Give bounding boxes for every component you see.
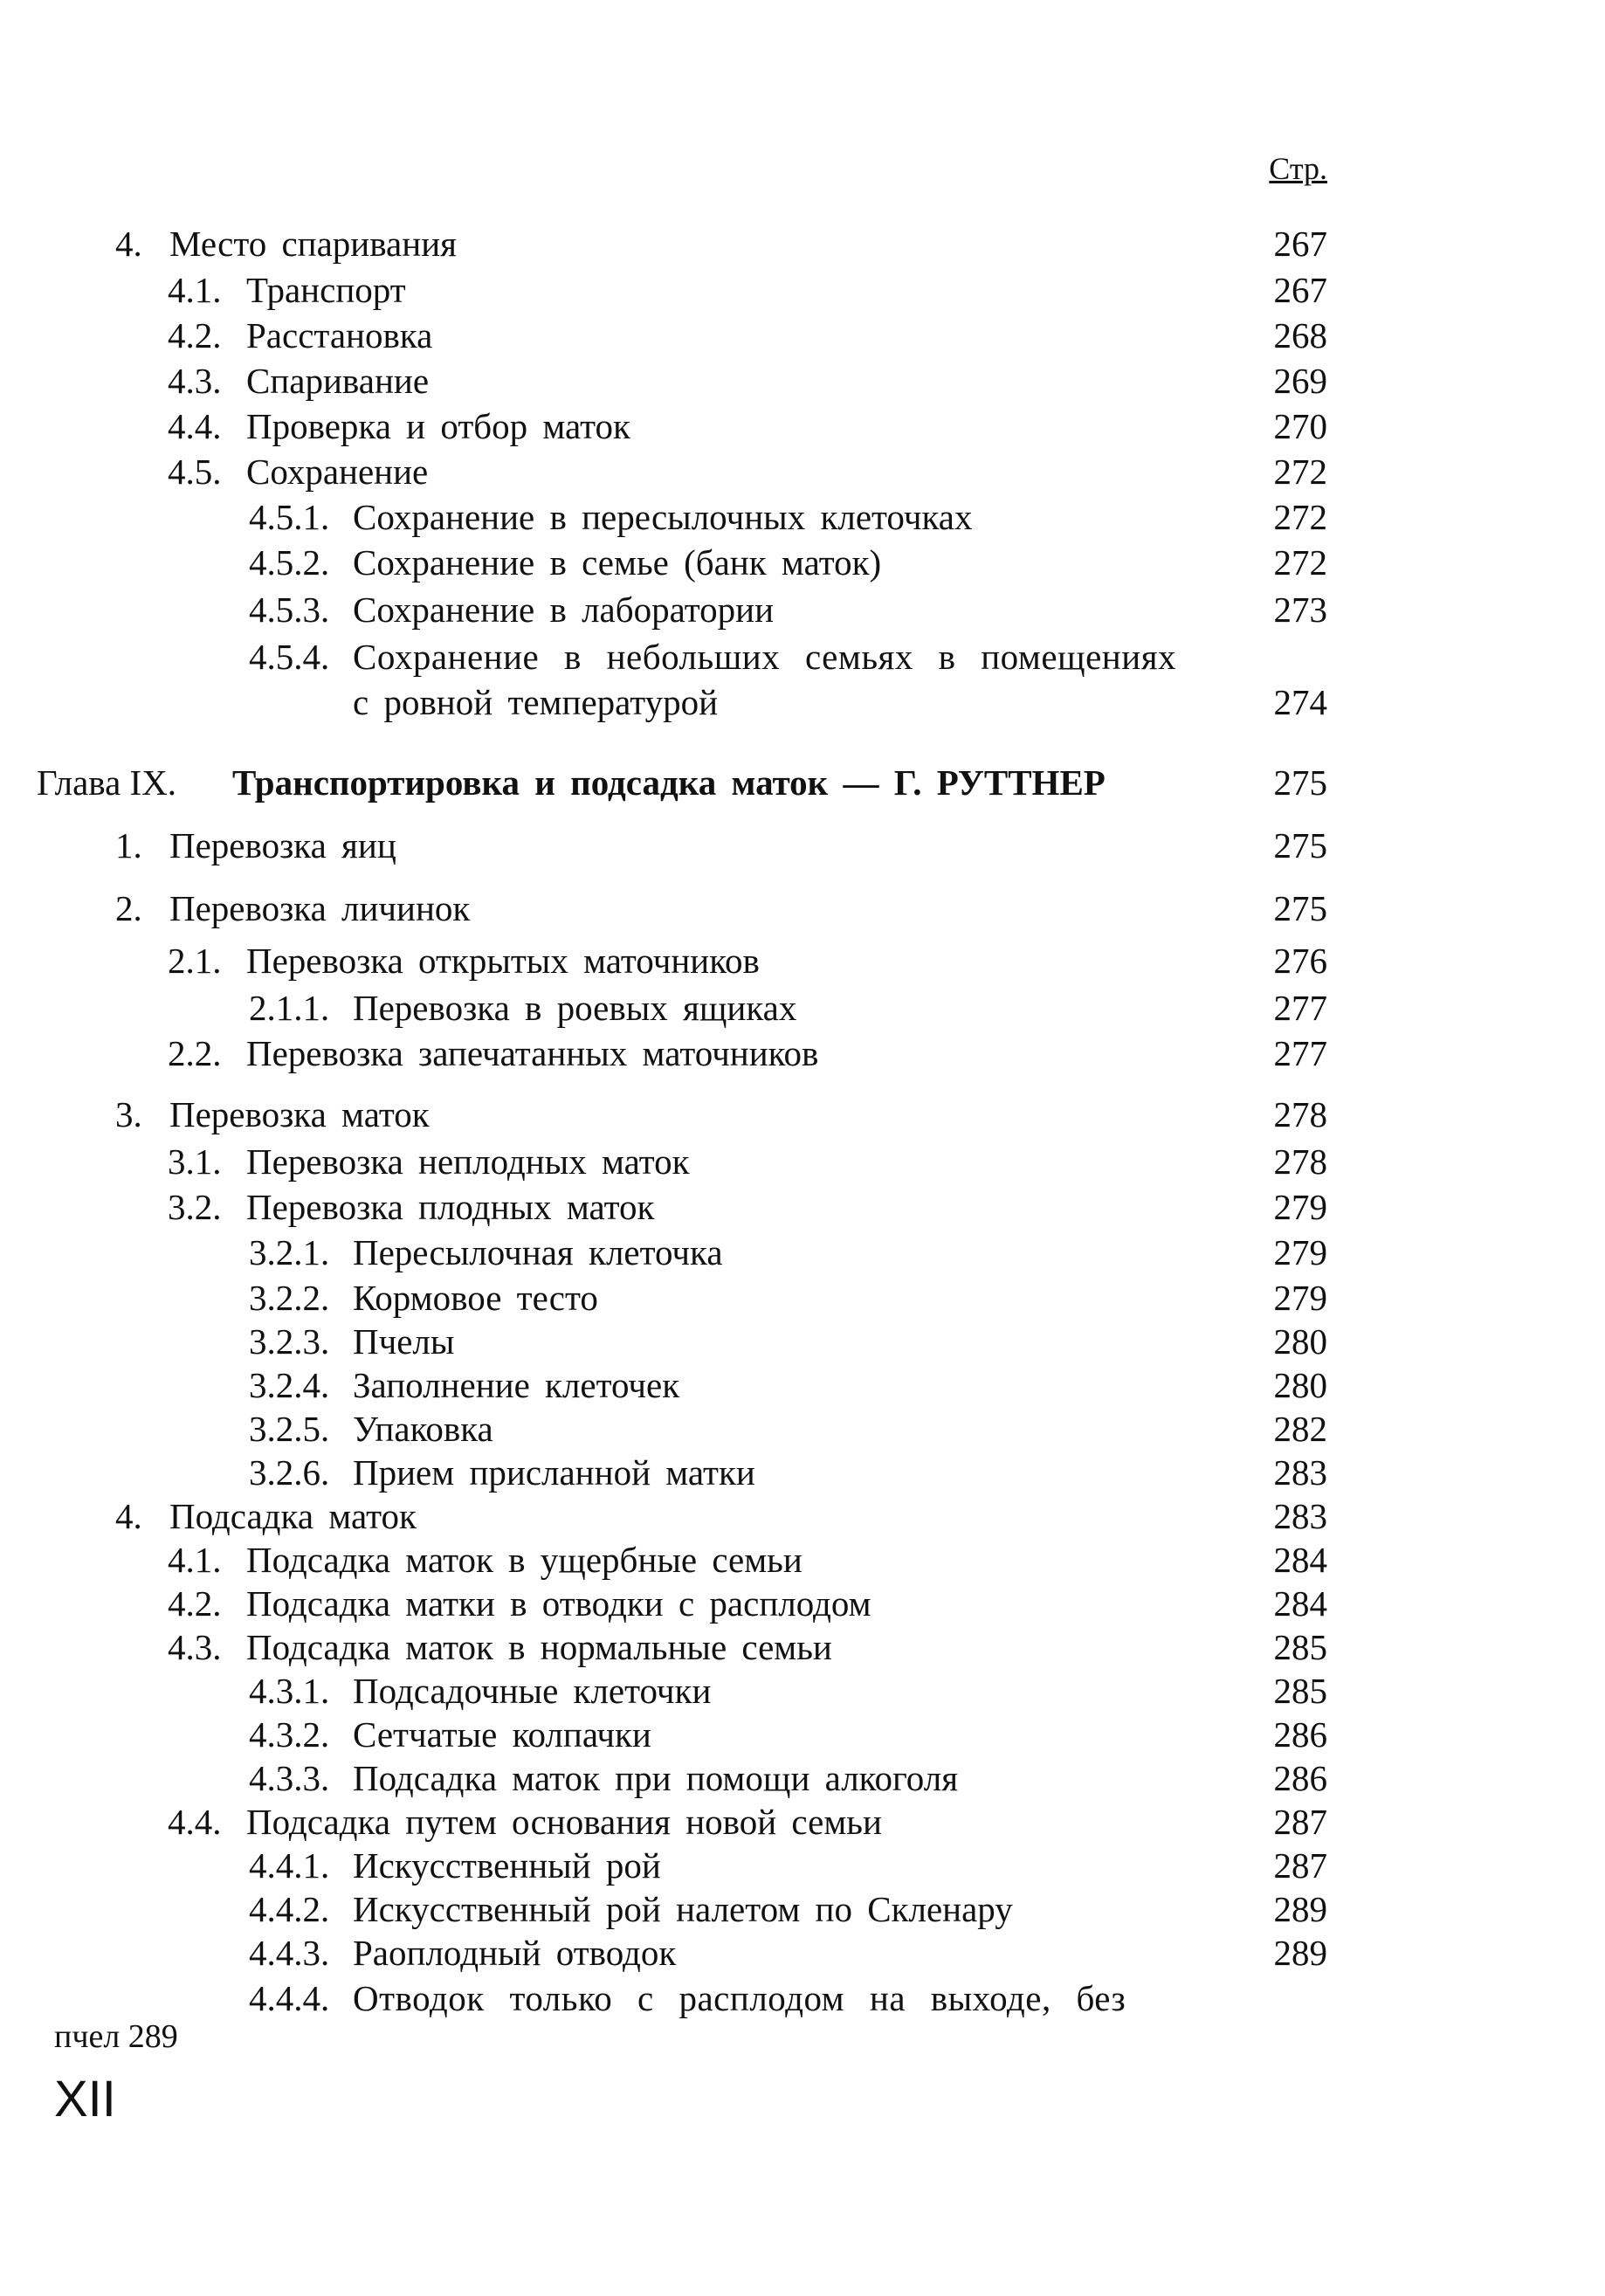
toc-entry bbox=[0, 1450, 1605, 1495]
page-column-header: Стр. bbox=[1269, 151, 1327, 186]
entry-number: 1. bbox=[115, 825, 142, 865]
entry-number: 4.5.1. bbox=[249, 497, 330, 537]
entry-number: 3.2.3. bbox=[249, 1321, 330, 1362]
entry-page: 283 bbox=[1273, 1452, 1327, 1493]
entry-title: Искусственный рой налетом по Скленару bbox=[353, 1889, 1013, 1929]
entry-title: Место спаривания bbox=[169, 224, 457, 264]
entry-title: с ровной температурой bbox=[353, 682, 719, 722]
entry-number: 4.1. bbox=[168, 270, 222, 310]
entry-page: 272 bbox=[1273, 542, 1327, 583]
toc-entry bbox=[0, 1406, 1605, 1451]
toc-entry bbox=[0, 1799, 1605, 1844]
entry-title: Подсадка маток bbox=[169, 1496, 417, 1536]
toc-entry-continuation bbox=[0, 679, 1605, 725]
entry-number: 4.1. bbox=[168, 1540, 222, 1580]
toc-entry bbox=[0, 823, 1605, 868]
entry-page: 284 bbox=[1273, 1583, 1327, 1624]
entry-number: 3.2.2. bbox=[249, 1278, 330, 1318]
entry-page: 268 bbox=[1273, 315, 1327, 355]
entry-title: Транспорт bbox=[246, 270, 406, 310]
entry-number: 4.3.1. bbox=[249, 1671, 330, 1711]
entry-title: Сохранение в пересылочных клеточках bbox=[353, 497, 973, 537]
entry-page: 269 bbox=[1273, 361, 1327, 401]
toc-entry bbox=[0, 1843, 1605, 1888]
entry-title: Подсадка маток при помощи алкоголя bbox=[353, 1758, 959, 1798]
entry-number: 3.2.4. bbox=[249, 1365, 330, 1405]
entry-number: 2.1. bbox=[168, 941, 222, 981]
entry-number: 4.3. bbox=[168, 1627, 222, 1667]
entry-number: 2.2. bbox=[168, 1033, 222, 1073]
toc-entry bbox=[0, 1362, 1605, 1408]
entry-page: 287 bbox=[1273, 1845, 1327, 1886]
entry-page: 275 bbox=[1273, 825, 1327, 865]
entry-title: Пчелы bbox=[353, 1321, 455, 1362]
entry-title: Сохранение в небольших семьях в помещениях bbox=[353, 637, 1177, 677]
toc-entry bbox=[0, 985, 1605, 1031]
entry-number: 4. bbox=[115, 1496, 142, 1536]
entry-number: 2.1.1. bbox=[249, 988, 330, 1028]
toc-entry bbox=[0, 221, 1605, 266]
toc-entry bbox=[0, 1139, 1605, 1184]
entry-number: 3.2. bbox=[168, 1187, 222, 1227]
toc-entry bbox=[0, 1712, 1605, 1757]
toc-entry bbox=[0, 494, 1605, 540]
entry-page: 285 bbox=[1273, 1671, 1327, 1711]
entry-page: 267 bbox=[1273, 270, 1327, 310]
entry-page: 289 bbox=[1273, 1889, 1327, 1929]
entry-page: 272 bbox=[1273, 497, 1327, 537]
entry-number: 3.2.1. bbox=[249, 1232, 330, 1272]
entry-page: 283 bbox=[1273, 1496, 1327, 1536]
entry-page: 285 bbox=[1273, 1627, 1327, 1667]
entry-number: 3.1. bbox=[168, 1141, 222, 1182]
entry-page: 267 bbox=[1273, 224, 1327, 264]
entry-title: Подсадочные клеточки bbox=[353, 1671, 712, 1711]
entry-page: 274 bbox=[1273, 682, 1327, 722]
entry-title: Перевозка неплодных маток bbox=[246, 1141, 690, 1182]
entry-title: Проверка и отбор маток bbox=[246, 406, 630, 446]
toc-entry bbox=[0, 938, 1605, 983]
entry-number: 4.5. bbox=[168, 452, 222, 492]
entry-page: 275 bbox=[1273, 762, 1327, 803]
entry-number: 4.4. bbox=[168, 406, 222, 446]
entry-page: 277 bbox=[1273, 988, 1327, 1028]
entry-title: Сохранение в семье (банк маток) bbox=[353, 542, 882, 583]
entry-page: 286 bbox=[1273, 1758, 1327, 1798]
toc-entry bbox=[0, 1886, 1605, 1932]
entry-page: 280 bbox=[1273, 1365, 1327, 1405]
entry-title: Пересылочная клеточка bbox=[353, 1232, 723, 1272]
entry-number: 4.4. bbox=[168, 1802, 222, 1842]
entry-page: 273 bbox=[1273, 590, 1327, 630]
toc-entry bbox=[0, 1230, 1605, 1275]
entry-title: Перевозка запечатанных маточников bbox=[246, 1033, 819, 1073]
toc-entry bbox=[0, 886, 1605, 931]
entry-page: 289 bbox=[1273, 1933, 1327, 1973]
entry-page: 287 bbox=[1273, 1802, 1327, 1842]
entry-title: Подсадка маток в ущербные семьи bbox=[246, 1540, 802, 1580]
entry-page: 280 bbox=[1273, 1321, 1327, 1362]
entry-title: Подсадка маток в нормальные семьи bbox=[246, 1627, 832, 1667]
entry-title: Подсадка матки в отводки с расплодом bbox=[246, 1583, 871, 1624]
entry-title: Упаковка bbox=[353, 1409, 493, 1449]
entry-page: 279 bbox=[1273, 1278, 1327, 1318]
toc-entry bbox=[0, 1755, 1605, 1801]
toc-entry bbox=[0, 1975, 1605, 2021]
entry-number: 4.2. bbox=[168, 1583, 222, 1624]
entry-title: Сетчатые колпачки bbox=[353, 1714, 651, 1755]
toc-entry bbox=[0, 1624, 1605, 1670]
entry-number: 4.3.2. bbox=[249, 1714, 330, 1755]
toc-entry bbox=[0, 540, 1605, 585]
toc-entry bbox=[0, 313, 1605, 358]
entry-number: 4.5.4. bbox=[249, 637, 330, 677]
entry-title: Перевозка в роевых ящиках bbox=[353, 988, 797, 1028]
entry-number: 2. bbox=[115, 888, 142, 928]
entry-page: 276 bbox=[1273, 941, 1327, 981]
entry-page: 286 bbox=[1273, 1714, 1327, 1755]
entry-number: 3. bbox=[115, 1094, 142, 1134]
toc-entry bbox=[0, 1319, 1605, 1364]
toc-entry bbox=[0, 1184, 1605, 1230]
entry-number: 4.5.2. bbox=[249, 542, 330, 583]
chapter-title: Транспортировка и подсадка маток — Г. РУТТНЕР bbox=[232, 762, 1106, 803]
entry-number: 4.5.3. bbox=[249, 590, 330, 630]
toc-entry bbox=[0, 587, 1605, 632]
chapter-heading bbox=[0, 760, 1605, 805]
toc-entry bbox=[0, 267, 1605, 313]
entry-page: 272 bbox=[1273, 452, 1327, 492]
entry-title: Перевозка личинок bbox=[169, 888, 471, 928]
entry-number: 4.3. bbox=[168, 361, 222, 401]
entry-title: Сохранение в лаборатории bbox=[353, 590, 775, 630]
toc-entry bbox=[0, 1930, 1605, 1975]
entry-page: 279 bbox=[1273, 1232, 1327, 1272]
entry-page: 277 bbox=[1273, 1033, 1327, 1073]
entry-title: Перевозка плодных маток bbox=[246, 1187, 655, 1227]
entry-title: Сохранение bbox=[246, 452, 429, 492]
entry-number: 4.4.2. bbox=[249, 1889, 330, 1929]
toc-entry bbox=[0, 1092, 1605, 1137]
entry-number: 4.2. bbox=[168, 315, 222, 355]
page-folio: XII bbox=[54, 2071, 116, 2127]
entry-title: Прием присланной матки bbox=[353, 1452, 755, 1493]
entry-title: Перевозка яиц bbox=[169, 825, 396, 865]
entry-number: 3.2.6. bbox=[249, 1452, 330, 1493]
continuation-text: пчел 289 bbox=[54, 2018, 178, 2055]
entry-page: 270 bbox=[1273, 406, 1327, 446]
toc-entry bbox=[0, 634, 1605, 679]
toc-entry bbox=[0, 1581, 1605, 1626]
toc-entry bbox=[0, 449, 1605, 494]
entry-title: Отводок только с расплодом на выходе, без bbox=[353, 1978, 1126, 2018]
entry-title: Спаривание bbox=[246, 361, 430, 401]
entry-title: Раоплодный отводок bbox=[353, 1933, 677, 1973]
entry-title: Кормовое тесто bbox=[353, 1278, 598, 1318]
entry-title: Заполнение клеточек bbox=[353, 1365, 680, 1405]
entry-number: 3.2.5. bbox=[249, 1409, 330, 1449]
entry-title: Перевозка открытых маточников bbox=[246, 941, 760, 981]
entry-number: 4.3.3. bbox=[249, 1758, 330, 1798]
entry-title: Перевозка маток bbox=[169, 1094, 430, 1134]
entry-page: 278 bbox=[1273, 1094, 1327, 1134]
toc-entry bbox=[0, 1537, 1605, 1582]
entry-number: 4.4.3. bbox=[249, 1933, 330, 1973]
entry-page: 284 bbox=[1273, 1540, 1327, 1580]
entry-page: 275 bbox=[1273, 888, 1327, 928]
entry-number: 4. bbox=[115, 224, 142, 264]
toc-entry bbox=[0, 1031, 1605, 1076]
toc-entry bbox=[0, 1668, 1605, 1713]
entry-title: Искусственный рой bbox=[353, 1845, 661, 1886]
toc-entry bbox=[0, 358, 1605, 403]
entry-number: 4.4.4. bbox=[249, 1978, 330, 2018]
entry-title: Расстановка bbox=[246, 315, 433, 355]
entry-page: 278 bbox=[1273, 1141, 1327, 1182]
chapter-number: Глава IX. bbox=[37, 762, 177, 803]
entry-number: 4.4.1. bbox=[249, 1845, 330, 1886]
entry-page: 279 bbox=[1273, 1187, 1327, 1227]
entry-page: 282 bbox=[1273, 1409, 1327, 1449]
toc-entry bbox=[0, 1275, 1605, 1320]
entry-title: Подсадка путем основания новой семьи bbox=[246, 1802, 882, 1842]
toc-entry bbox=[0, 403, 1605, 449]
toc-entry bbox=[0, 1493, 1605, 1539]
